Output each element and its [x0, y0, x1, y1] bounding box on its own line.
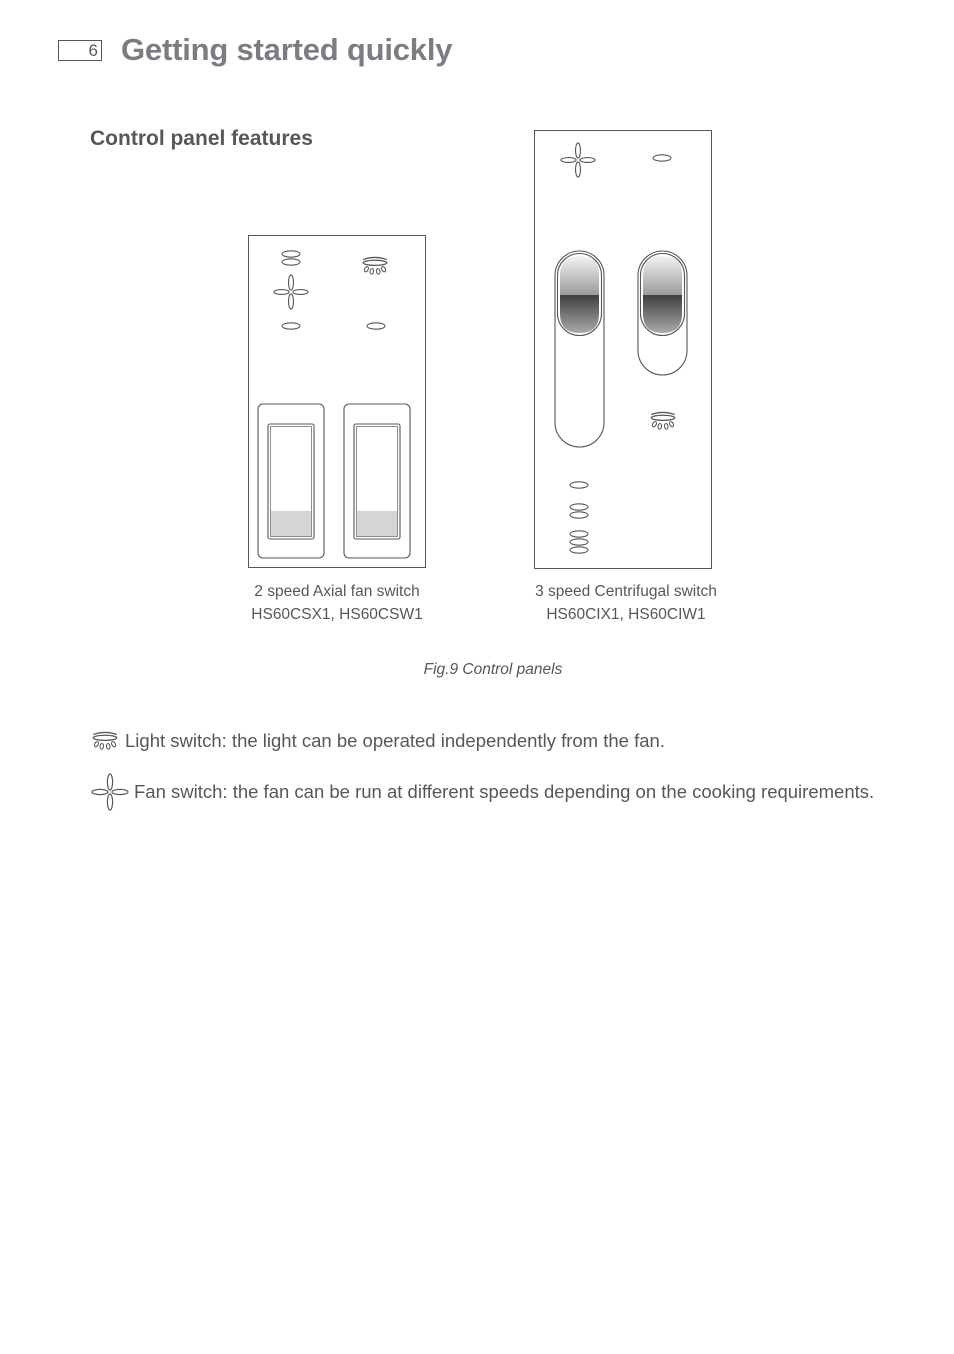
light-icon: [90, 729, 120, 753]
figure-caption: Fig.9 Control panels: [423, 661, 563, 678]
fan-rocker-switch[interactable]: [258, 404, 324, 558]
legend-light-row: [90, 729, 665, 753]
axial-fan-control-panel: [248, 235, 427, 569]
axial-caption-models: HS60CSX1, HS60CSW1: [251, 606, 423, 623]
fan-speed-slider[interactable]: [555, 251, 604, 447]
light-slider[interactable]: [638, 251, 687, 375]
axial-caption-line1: 2 speed Axial fan switch: [254, 583, 420, 600]
axial-panel-caption: [216, 580, 458, 626]
legend-fan-row: [90, 772, 874, 812]
legend-fan-text: Fan switch: the fan can be run at different speeds depending on the cooking requirements.: [134, 781, 875, 802]
centrifugal-panel-caption: [500, 580, 752, 626]
page-number: 6: [58, 40, 102, 61]
centrifugal-caption-line1: 3 speed Centrifugal switch: [535, 583, 717, 600]
page-title: Getting started quickly: [121, 32, 453, 67]
light-rocker-switch[interactable]: [344, 404, 410, 558]
centrifugal-caption-models: HS60CIX1, HS60CIW1: [546, 606, 706, 623]
fan-icon: [90, 772, 130, 812]
legend-light-text: Light switch: the light can be operated independently from the fan.: [125, 730, 665, 751]
centrifugal-control-panel: [534, 130, 713, 570]
section-title: Control panel features: [90, 127, 313, 150]
